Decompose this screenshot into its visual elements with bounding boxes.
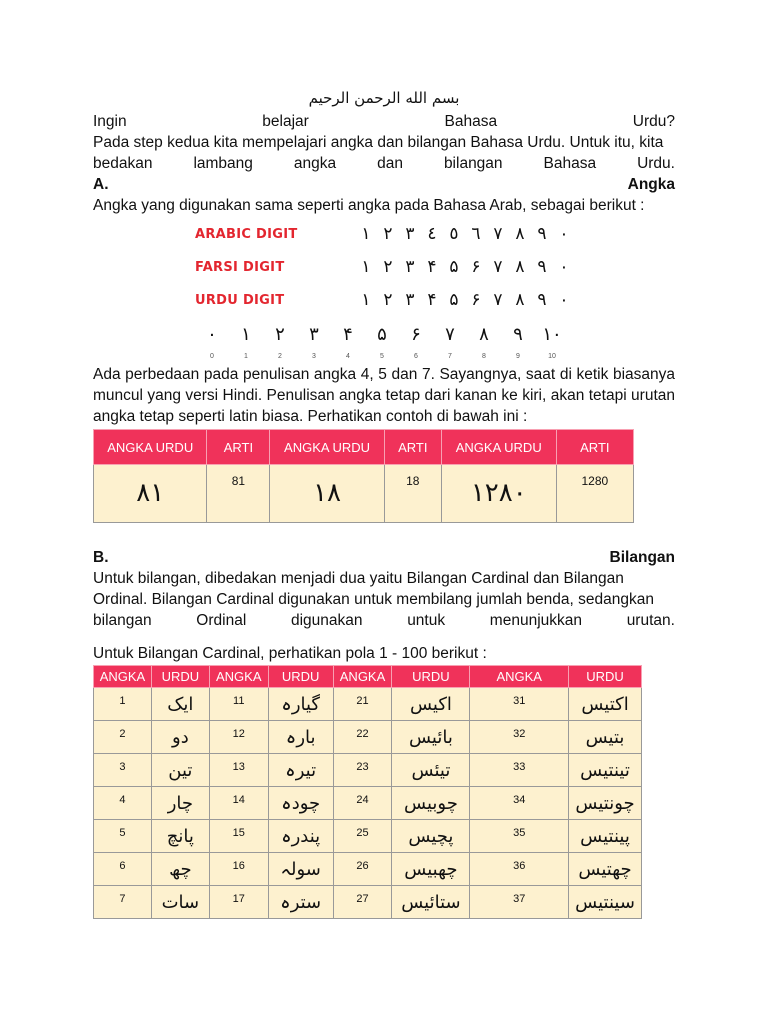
number-cell: 4 xyxy=(94,787,152,820)
meaning-cell: 1280 xyxy=(556,465,633,523)
intro-word: Bahasa xyxy=(543,155,597,172)
number-line-cell xyxy=(229,324,263,367)
intro-line-1 xyxy=(93,111,675,132)
number-cell: 1 xyxy=(94,688,152,721)
urdu-word-cell: پچیس xyxy=(392,820,470,853)
urdu-word-cell: بائیس xyxy=(392,721,470,754)
digit-glyph: ٧ xyxy=(493,224,503,244)
urdu-word-cell: سات xyxy=(151,886,209,919)
cardinal-intro: Untuk Bilangan Cardinal, perhatikan pola 1 - 100 berikut : xyxy=(93,645,487,662)
column-header: URDU xyxy=(392,666,470,688)
intro-word: bedakan xyxy=(93,155,153,172)
digit-label: FARSI DIGIT xyxy=(195,260,285,275)
digit-glyph: ٠ xyxy=(559,224,569,244)
urdu-numeral: ١٠ xyxy=(542,324,562,345)
digit-glyph: ٧ xyxy=(493,257,503,277)
column-header: ARTI xyxy=(207,430,270,465)
column-header: URDU xyxy=(268,666,333,688)
number-cell: 14 xyxy=(209,787,268,820)
urdu-word-cell: سترہ xyxy=(268,886,333,919)
latin-numeral: 7 xyxy=(448,353,452,360)
bilangan-word: menunjukkan xyxy=(489,612,582,629)
example-table xyxy=(93,429,634,523)
latin-numeral: 2 xyxy=(278,353,282,360)
digit-glyphs xyxy=(355,290,575,311)
digit-glyph: ٦ xyxy=(471,224,481,244)
number-line-cell xyxy=(297,324,331,367)
number-cell: 15 xyxy=(209,820,268,853)
cardinal-table xyxy=(93,665,642,919)
urdu-word-cell: بارہ xyxy=(268,721,333,754)
digit-glyph: ٥ xyxy=(449,224,459,244)
digit-glyph: ٣ xyxy=(405,224,415,244)
number-cell: 16 xyxy=(209,853,268,886)
section-title: Bilangan xyxy=(609,549,675,566)
section-a-heading xyxy=(93,174,675,195)
number-cell: 36 xyxy=(470,853,569,886)
urdu-number-cell: ١٢٨٠ xyxy=(441,465,556,523)
digit-glyph: ٠ xyxy=(559,290,569,310)
urdu-numeral: ٩ xyxy=(513,324,523,345)
number-line-cell xyxy=(501,324,535,367)
bilangan-word: bilangan xyxy=(93,612,152,629)
urdu-word-cell: پندرہ xyxy=(268,820,333,853)
digit-glyphs xyxy=(355,224,575,245)
intro-word: lambang xyxy=(193,155,253,172)
intro-word: Urdu? xyxy=(632,113,675,130)
urdu-word-cell: اکتیس xyxy=(569,688,642,721)
urdu-word-cell: چونتیس xyxy=(569,787,642,820)
digit-glyph: ٨ xyxy=(515,224,525,244)
urdu-word-cell: تیرہ xyxy=(268,754,333,787)
urdu-word-cell: تین xyxy=(151,754,209,787)
column-header: ARTI xyxy=(384,430,441,465)
column-header: ANGKA URDU xyxy=(441,430,556,465)
number-cell: 27 xyxy=(333,886,392,919)
latin-numeral: 5 xyxy=(380,353,384,360)
bilangan-word: urutan. xyxy=(626,612,675,629)
urdu-numeral: ٠ xyxy=(207,324,217,345)
number-line-cell xyxy=(467,324,501,367)
meaning-cell: 18 xyxy=(384,465,441,523)
digit-glyph: ۶ xyxy=(471,257,481,277)
bilangan-line-1: Untuk bilangan, dibedakan menjadi dua yaitu Bilangan Cardinal dan Bilangan xyxy=(93,570,624,587)
column-header: URDU xyxy=(569,666,642,688)
number-cell: 34 xyxy=(470,787,569,820)
bilangan-word: Ordinal xyxy=(196,612,247,629)
urdu-word-cell: ایک xyxy=(151,688,209,721)
latin-numeral: 0 xyxy=(210,353,214,360)
urdu-word-cell: چودہ xyxy=(268,787,333,820)
digit-glyph: ۷ xyxy=(493,290,503,310)
number-cell: 12 xyxy=(209,721,268,754)
urdu-word-cell: اکیس xyxy=(392,688,470,721)
digit-glyph: ٩ xyxy=(537,224,547,244)
intro-word: Bahasa xyxy=(444,113,498,130)
urdu-word-cell: چھ xyxy=(151,853,209,886)
intro-word: Ingin xyxy=(93,113,127,130)
number-cell: 3 xyxy=(94,754,152,787)
meaning-cell: 81 xyxy=(207,465,270,523)
number-cell: 32 xyxy=(470,721,569,754)
digit-label: URDU DIGIT xyxy=(195,293,285,308)
digit-glyph: ٩ xyxy=(537,290,547,310)
number-cell: 26 xyxy=(333,853,392,886)
table-row xyxy=(94,754,642,787)
section-title: Angka xyxy=(627,176,675,193)
number-line-cell xyxy=(195,324,229,367)
bilangan-line-2: Ordinal. Bilangan Cardinal digunakan untuk membilang jumlah benda, sedangkan xyxy=(93,591,654,608)
intro-line-2: Pada step kedua kita mempelajari angka dan bilangan Bahasa Urdu. Untuk itu, kita xyxy=(93,134,664,151)
number-cell: 6 xyxy=(94,853,152,886)
number-cell: 21 xyxy=(333,688,392,721)
latin-numeral: 9 xyxy=(516,353,520,360)
number-line-cell xyxy=(433,324,467,367)
column-header: ANGKA URDU xyxy=(94,430,207,465)
urdu-word-cell: گیارہ xyxy=(268,688,333,721)
urdu-word-cell: سینتیس xyxy=(569,886,642,919)
number-cell: 35 xyxy=(470,820,569,853)
number-cell: 11 xyxy=(209,688,268,721)
digit-glyph: ۶ xyxy=(471,290,481,310)
latin-numeral: 8 xyxy=(482,353,486,360)
intro-word: angka xyxy=(293,155,337,172)
urdu-numeral: ۶ xyxy=(411,324,421,345)
urdu-word-cell: تیئس xyxy=(392,754,470,787)
urdu-word-cell: ستائیس xyxy=(392,886,470,919)
table-row xyxy=(94,886,642,919)
number-line-cell xyxy=(365,324,399,367)
urdu-word-cell: پینتیس xyxy=(569,820,642,853)
table-header-row xyxy=(94,666,642,688)
column-header: ARTI xyxy=(556,430,633,465)
section-letter: A. xyxy=(93,176,109,193)
digit-glyph: ١ xyxy=(361,290,371,310)
latin-numeral: 1 xyxy=(244,353,248,360)
column-header: ANGKA xyxy=(470,666,569,688)
number-line-cell xyxy=(263,324,297,367)
number-cell: 31 xyxy=(470,688,569,721)
number-line xyxy=(195,324,569,367)
number-line-cell xyxy=(331,324,365,367)
digit-glyph: ٩ xyxy=(537,257,547,277)
urdu-word-cell: چھتیس xyxy=(569,853,642,886)
urdu-numeral: ٢ xyxy=(275,324,285,345)
table-row xyxy=(94,787,642,820)
number-cell: 7 xyxy=(94,886,152,919)
digit-glyph: ٣ xyxy=(405,290,415,310)
intro-word: bilangan xyxy=(443,155,503,172)
document-page xyxy=(93,88,675,919)
digit-glyph: ٢ xyxy=(383,224,393,244)
urdu-number-cell: ٨١ xyxy=(94,465,207,523)
digit-row-farsi xyxy=(195,257,575,278)
table-row xyxy=(94,465,634,523)
table-header-row xyxy=(94,430,634,465)
number-line-cell xyxy=(399,324,433,367)
number-cell: 13 xyxy=(209,754,268,787)
digit-comparison-figure xyxy=(93,224,675,364)
table-row xyxy=(94,820,642,853)
bilangan-word: digunakan xyxy=(290,612,363,629)
digit-glyph: ٨ xyxy=(515,290,525,310)
number-line-cell xyxy=(535,324,569,367)
urdu-word-cell: دو xyxy=(151,721,209,754)
bilangan-line-3 xyxy=(93,610,675,631)
urdu-numeral: ٨ xyxy=(479,324,489,345)
urdu-word-cell: بتیس xyxy=(569,721,642,754)
number-cell: 2 xyxy=(94,721,152,754)
number-cell: 17 xyxy=(209,886,268,919)
digit-glyph: ۵ xyxy=(449,257,459,277)
number-cell: 37 xyxy=(470,886,569,919)
digit-row-arabic xyxy=(195,224,575,245)
intro-line-3 xyxy=(93,153,675,174)
urdu-numeral: ١ xyxy=(241,324,251,345)
urdu-numeral: ۵ xyxy=(377,324,387,345)
digit-glyph: ١ xyxy=(361,224,371,244)
column-header: ANGKA xyxy=(94,666,152,688)
digit-glyph: ۴ xyxy=(427,290,437,310)
urdu-word-cell: چھبیس xyxy=(392,853,470,886)
column-header: ANGKA xyxy=(209,666,268,688)
urdu-word-cell: پانچ xyxy=(151,820,209,853)
digit-glyph: ١ xyxy=(361,257,371,277)
number-cell: 24 xyxy=(333,787,392,820)
difference-paragraph: Ada perbedaan pada penulisan angka 4, 5 dan 7. Sayangnya, saat di ketik biasanya muncul yang versi Hindi. Penulisan angka tetap dari kanan ke kiri, akan tetapi urutan angka tetap seperti latin biasa. Perhatikan contoh di bawah ini : xyxy=(93,366,675,425)
basmala: بسم الله الرحمن الرحيم xyxy=(308,89,460,107)
urdu-word-cell: چار xyxy=(151,787,209,820)
angka-description: Angka yang digunakan sama seperti angka pada Bahasa Arab, sebagai berikut : xyxy=(93,197,645,214)
digit-glyph: ٢ xyxy=(383,290,393,310)
urdu-word-cell: سولہ xyxy=(268,853,333,886)
digit-glyph: ٠ xyxy=(559,257,569,277)
urdu-numeral: ۷ xyxy=(445,324,455,345)
latin-numeral: 6 xyxy=(414,353,418,360)
digit-row-urdu xyxy=(195,290,575,311)
number-cell: 23 xyxy=(333,754,392,787)
intro-word: belajar xyxy=(262,113,309,130)
intro-word: Urdu. xyxy=(637,155,675,172)
digit-glyph: ٢ xyxy=(383,257,393,277)
table-row xyxy=(94,853,642,886)
digit-glyph: ۵ xyxy=(449,290,459,310)
digit-glyphs xyxy=(355,257,575,278)
urdu-word-cell: چوبیس xyxy=(392,787,470,820)
digit-glyph: ۴ xyxy=(427,257,437,277)
digit-label: ARABIC DIGIT xyxy=(195,227,298,242)
number-cell: 5 xyxy=(94,820,152,853)
number-cell: 22 xyxy=(333,721,392,754)
urdu-numeral: ٣ xyxy=(309,324,319,345)
digit-glyph: ٤ xyxy=(427,224,437,244)
latin-numeral: 10 xyxy=(548,353,556,360)
number-cell: 25 xyxy=(333,820,392,853)
section-b-heading xyxy=(93,547,675,568)
number-cell: 33 xyxy=(470,754,569,787)
intro-word: dan xyxy=(377,155,403,172)
urdu-number-cell: ١٨ xyxy=(270,465,384,523)
digit-glyph: ٣ xyxy=(405,257,415,277)
column-header: ANGKA URDU xyxy=(270,430,384,465)
latin-numeral: 4 xyxy=(346,353,350,360)
urdu-numeral: ۴ xyxy=(343,324,353,345)
bilangan-word: untuk xyxy=(407,612,446,629)
digit-glyph: ٨ xyxy=(515,257,525,277)
column-header: URDU xyxy=(151,666,209,688)
table-row xyxy=(94,688,642,721)
latin-numeral: 3 xyxy=(312,353,316,360)
urdu-word-cell: تینتیس xyxy=(569,754,642,787)
table-row xyxy=(94,721,642,754)
column-header: ANGKA xyxy=(333,666,392,688)
section-letter: B. xyxy=(93,549,109,566)
